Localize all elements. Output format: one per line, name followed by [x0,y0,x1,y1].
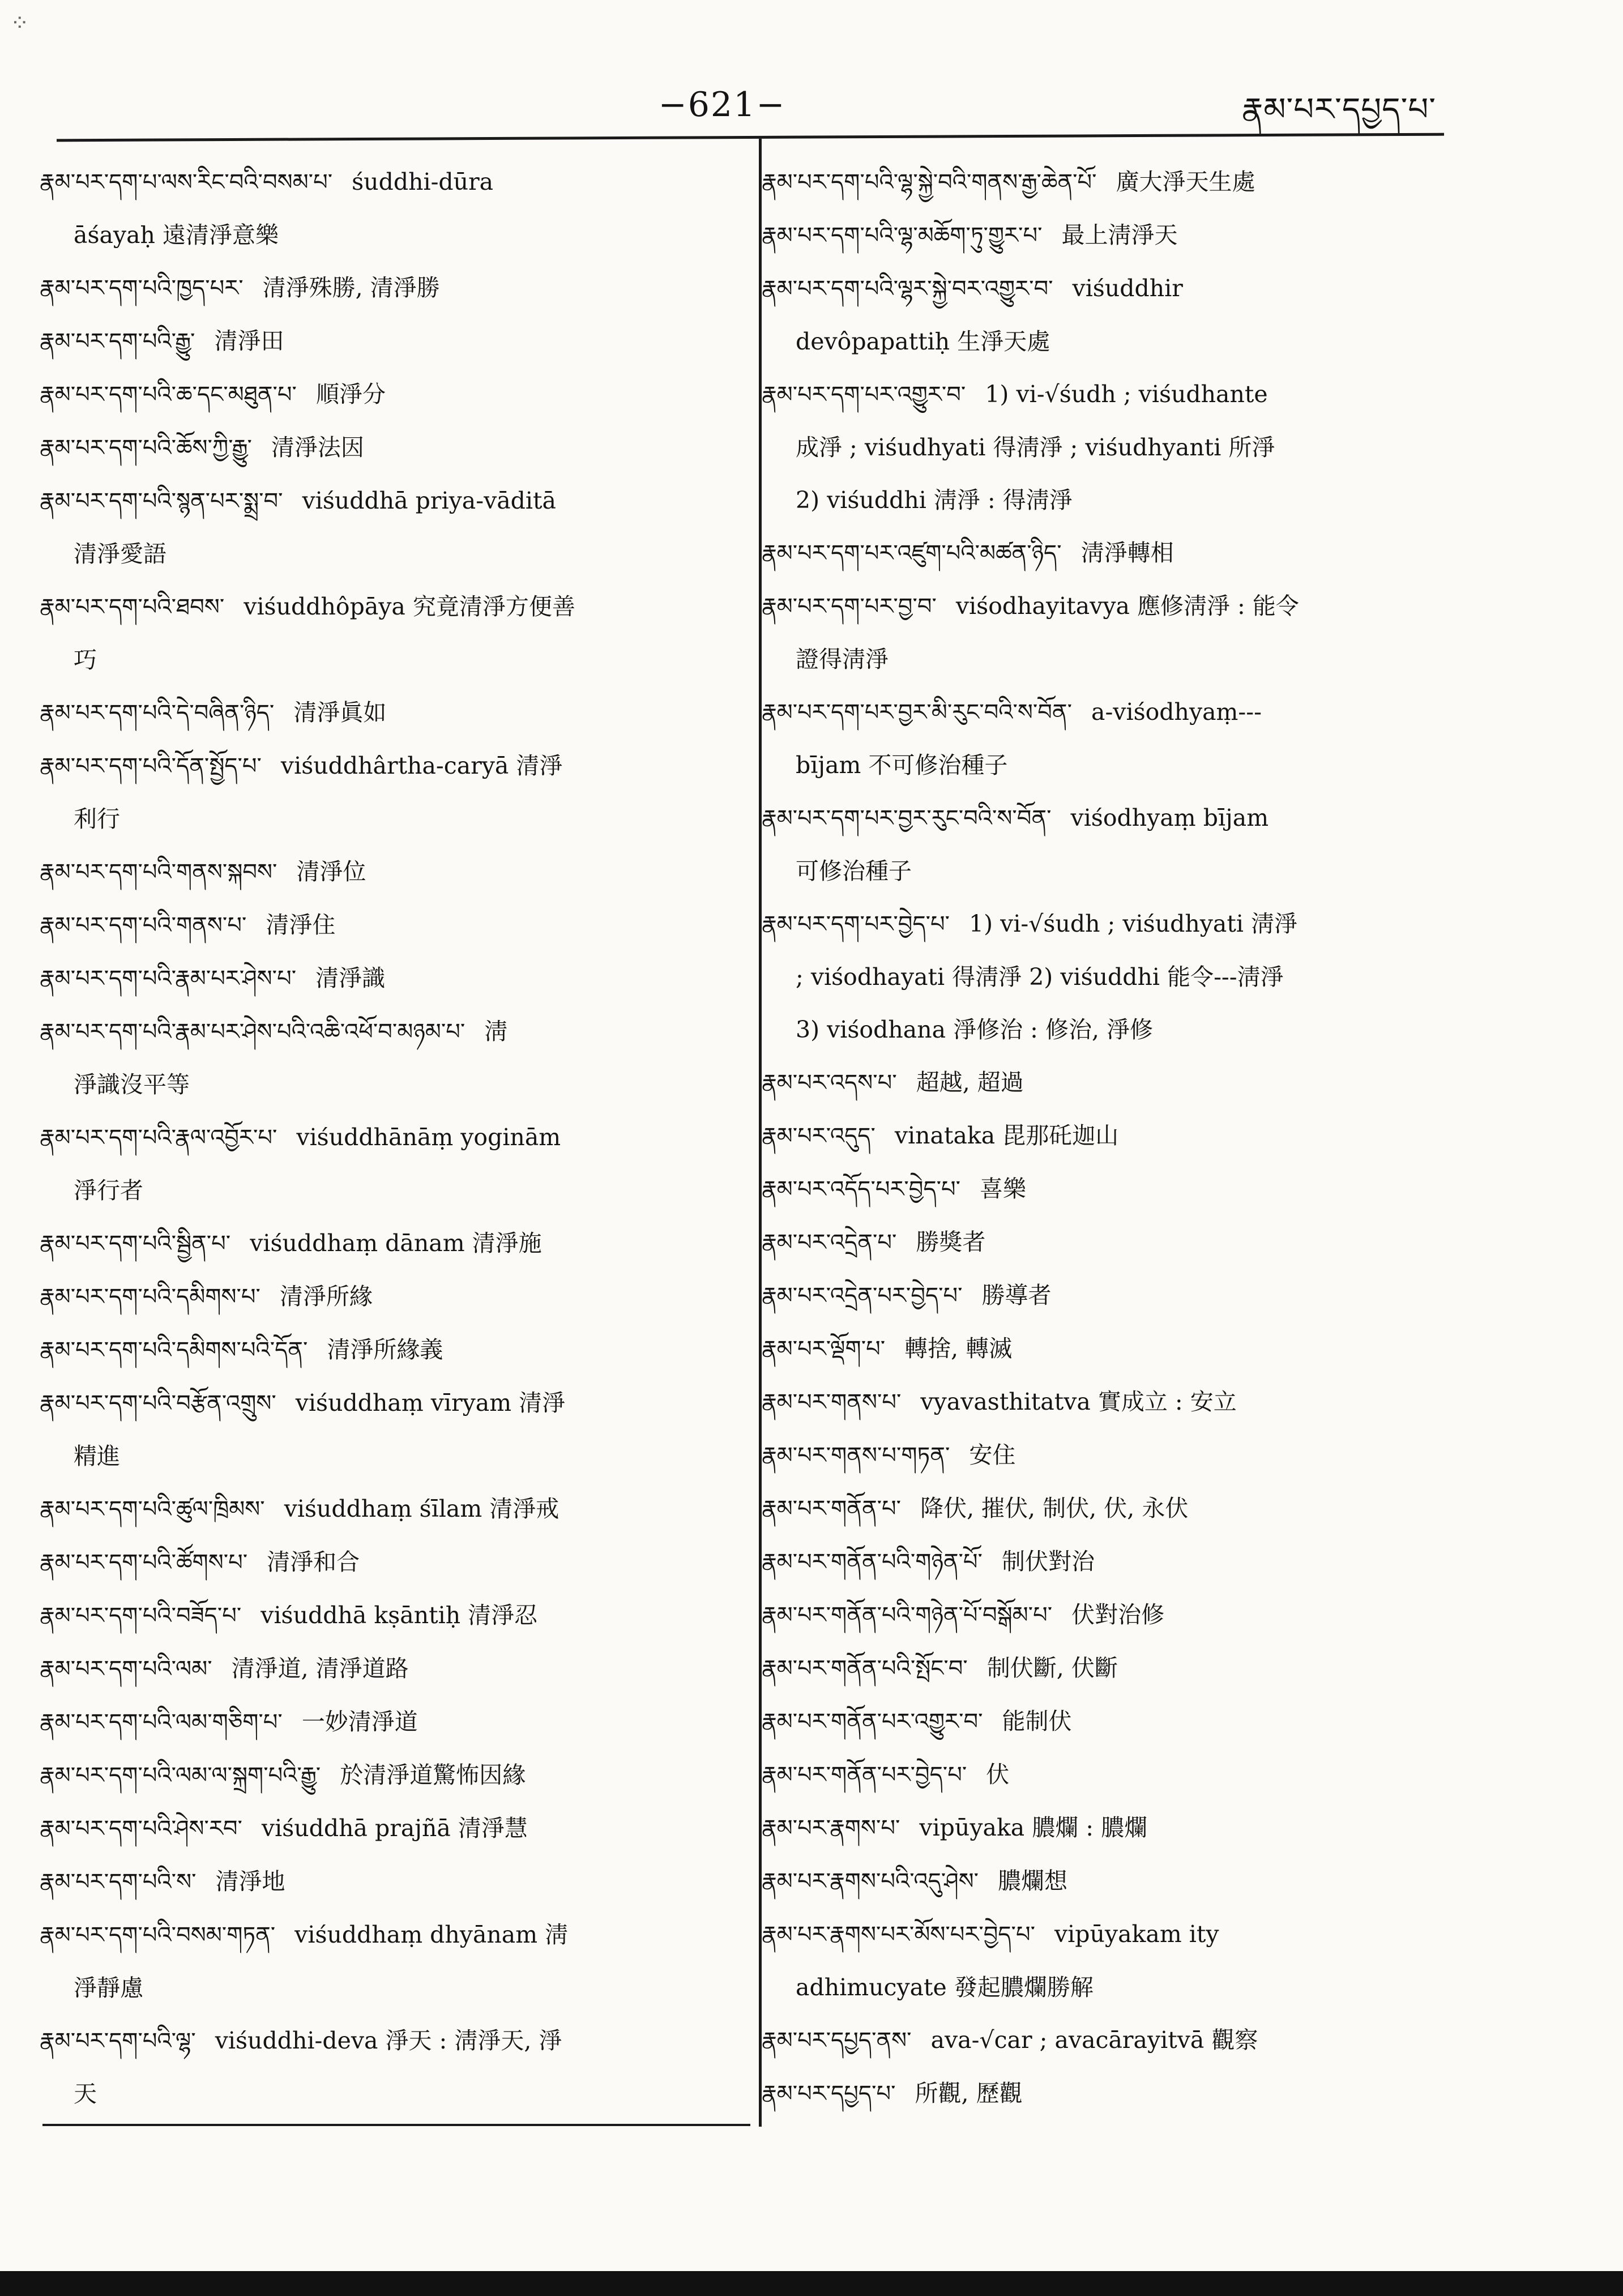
tibetan-headword: རྣམ་པར་དག་པའི་ཤེས་རབ་ [40,1816,242,1842]
entry-continuation: 利行 [74,805,120,833]
tibetan-headword: རྣམ་པར་དག་པའི་བཟོད་པ་ [40,1603,242,1629]
entry-definition: 3) viśodhana 淨修治 : 修治, 淨修 [796,1016,1154,1043]
entry-definition: 轉捨, 轉滅 [904,1335,1013,1362]
dictionary-entry [40,1111,753,1217]
tibetan-headword: རྣམ་པར་དག་པའི་ལམ་གཅིག་པ་ [40,1709,283,1735]
entry-definition: viśodhayitavya 應修淸淨 : 能令 [955,592,1299,620]
dictionary-entry [40,1855,753,1909]
dictionary-entry [40,1696,753,1749]
entry-continuation: 可修治種子 [796,857,912,885]
entry-continuation: 清淨愛語 [74,540,166,567]
entry-continuation: 成淨 ; viśudhyati 得淸淨 ; viśudhyanti 所淨 [796,434,1275,461]
dictionary-entry [40,581,753,686]
entry-definition: 制伏對治 [1001,1548,1095,1575]
entry-definition: 清淨識 [315,965,386,992]
tibetan-headword: རྣམ་པར་དག་པའི་གནས་སྐབས་ [40,859,277,885]
entry-definition: 喜樂 [980,1175,1027,1202]
dictionary-entry [762,1056,1492,1109]
dictionary-entry [40,1802,753,1855]
entry-definition: viśuddhaṃ dhyānam 淸 [294,1921,569,1948]
entry-continuation: āśayaḥ 遠清淨意樂 [74,221,279,249]
tibetan-headword: རྣམ་པར་དག་པའི་རྒྱུ་ [40,328,195,355]
dictionary-entry [762,2014,1492,2067]
entry-definition: viśuddhaṃ vīryam 清淨 [295,1389,566,1416]
dictionary-entry [762,209,1492,262]
entry-definition: 2) viśuddhi 淸淨 : 得淸淨 [796,486,1073,514]
dictionary-entry [40,262,753,315]
tibetan-headword: རྣམ་པར་དག་པའི་ལམ་ [40,1656,212,1682]
entry-continuation: devôpapattiḥ 生淨天處 [796,328,1050,355]
tibetan-headword: རྣམ་པར་དག་པའི་དམིགས་པ་ [40,1284,260,1310]
tibetan-headword: རྣམ་པར་དག་པའི་རྣམ་པར་ཤེས་པའི་འཆི་འཕོ་བ་མཉམ་པ་ [40,1019,465,1045]
tibetan-headword: རྣམ་པར་རྣགས་པའི་འདུ་ཤེས་ [762,1868,979,1894]
entry-definition: 能制伏 [1002,1708,1072,1735]
entry-definition: 清淨道, 清淨道路 [231,1655,409,1682]
tibetan-headword: རྣམ་པར་དག་པའི་ལམ་ལ་སྐྲག་པའི་རྒྱུ་ [40,1762,321,1789]
tibetan-headword: རྣམ་པར་རྣགས་པ་ [762,1815,900,1841]
footer-rule [42,2124,750,2126]
dictionary-entry [40,1270,753,1324]
entry-definition: viśuddhā priya-vāditā [302,487,556,514]
entry-continuation: adhimucyate 發起膿爛勝解 [796,1974,1094,2001]
entry-definition: viśuddhānāṃ yoginām [296,1124,561,1151]
dictionary-entry [762,1642,1492,1695]
scan-speck: ⁘ [10,10,29,36]
tibetan-headword: རྣམ་པར་གནས་པ་གཏན་ [762,1443,950,1469]
tibetan-headword: རྣམ་པར་དག་པའི་བསམ་གཏན་ [40,1922,276,1948]
entry-continuation: 證得淸淨 [796,646,889,673]
tibetan-headword: རྣམ་པར་འདུད་ [762,1123,875,1149]
tibetan-headword: རྣམ་པར་དག་པའི་ཁྱད་པར་ [40,275,244,301]
entry-definition: 伏 [986,1761,1010,1788]
dictionary-entry [762,1004,1492,1056]
entry-definition: 勝導者 [981,1282,1052,1309]
entry-definition: a-viśodhyaṃ--- [1091,698,1262,725]
dictionary-entry [40,1589,753,1642]
entry-definition: 勝獎者 [916,1228,986,1256]
entry-definition: 1) vi-√śudh ; viśudhante [985,381,1268,408]
dictionary-entry [762,1695,1492,1748]
entry-definition: 所觀, 歷觀 [915,2080,1023,2107]
dictionary-entry [762,527,1492,580]
entry-definition: 清淨法因 [271,434,364,461]
left-column [40,156,753,2120]
dictionary-entry [762,1376,1492,1429]
entry-definition: 清淨和合 [267,1548,360,1576]
entry-continuation: 淨識沒平等 [74,1071,190,1098]
tibetan-headword: རྣམ་པར་དཔྱད་ནས་ [762,2028,912,2054]
dictionary-entry [762,474,1492,527]
entry-definition: 制伏斷, 伏斷 [986,1654,1118,1682]
header-rule [57,133,1444,142]
dictionary-entry [762,1216,1492,1269]
tibetan-headword: རྣམ་པར་གནོན་པ་ [762,1496,902,1522]
entry-definition: viśodhyaṃ bījam [1070,804,1269,831]
dictionary-entry [40,475,753,581]
entry-definition: ava-√car ; avacārayitvā 觀察 [930,2026,1258,2054]
dictionary-entry [762,1322,1492,1376]
entry-definition: 淸 [484,1018,508,1045]
tibetan-headword: རྣམ་པར་དག་པར་འགྱུར་བ་ [762,382,966,408]
tibetan-headword: རྣམ་པར་གནོན་པའི་གཉེན་པོ་བསྒོམ་པ་ [762,1602,1053,1628]
entry-definition: viśuddhaṃ śīlam 清淨戒 [284,1495,559,1522]
tibetan-headword: རྣམ་པར་དག་པའི་ཐབས་ [40,594,225,620]
entry-definition: 安住 [969,1441,1016,1469]
dictionary-entry [40,315,753,368]
tibetan-headword: རྣམ་པར་འདས་པ་ [762,1070,897,1096]
dictionary-entry [40,1483,753,1536]
entry-continuation: 淨靜慮 [74,1974,143,2001]
dictionary-entry [762,1589,1492,1642]
tibetan-headword: རྣམ་པར་གནོན་པའི་སྤོང་བ་ [762,1655,968,1682]
dictionary-entry [40,952,753,1005]
entry-definition: 清淨位 [296,858,366,885]
tibetan-headword: རྣམ་པར་དག་པའི་དེ་བཞིན་ཉིད་ [40,700,275,726]
dictionary-entry [40,1642,753,1696]
tibetan-headword: རྣམ་པར་དག་པའི་ས་ [40,1869,197,1895]
tibetan-headword: རྣམ་པར་དག་པའི་ཚུལ་ཁྲིམས་ [40,1496,265,1522]
tibetan-headword: རྣམ་པར་དག་པའི་དམིགས་པའི་དོན་ [40,1337,308,1363]
tibetan-headword: རྣམ་པར་རྣགས་པར་མོས་པར་བྱེད་པ་ [762,1922,1035,1948]
dictionary-entry [762,1269,1492,1322]
tibetan-headword: རྣམ་པར་དག་པའི་ལྷ་སྐྱེ་བའི་གནས་རྒྱ་ཆེན་པོ་ [762,169,1097,195]
tibetan-headword: རྣམ་པར་གནས་པ་ [762,1389,902,1415]
tibetan-headword: རྣམ་པར་དག་པའི་སྦྱིན་པ་ [40,1231,231,1257]
running-head: རྣམ་པར་དཔྱད་པ་ [1241,91,1436,128]
entry-definition: vipūyaka 膿爛 : 膿爛 [919,1814,1148,1841]
page-number: −621− [658,85,786,125]
entry-continuation: 天 [74,2080,97,2107]
dictionary-entry [762,580,1492,686]
tibetan-headword: རྣམ་པར་དག་པའི་ཆ་དང་མཐུན་པ་ [40,382,297,408]
dictionary-entry [40,686,753,740]
tibetan-headword: རྣམ་པར་དག་པའི་རྣམ་པར་ཤེས་པ་ [40,966,297,992]
dictionary-entry [762,262,1492,368]
entry-definition: viśuddhi-deva 淨天 : 淸淨天, 淨 [215,2027,562,2054]
entry-definition: 順淨分 [315,381,386,408]
entry-definition: 清淨田 [214,327,284,355]
tibetan-headword: རྣམ་པར་གནོན་པར་བྱེད་པ་ [762,1762,967,1788]
dictionary-entry [40,740,753,846]
tibetan-headword: རྣམ་པར་དག་པའི་བརྩོན་འགྲུས་ [40,1390,276,1416]
entry-definition: viśuddhaṃ dānam 清淨施 [250,1230,542,1257]
dictionary-entry [762,1802,1492,1855]
tibetan-headword: རྣམ་པར་དཔྱད་པ་ [762,2081,896,2107]
entry-definition: 清淨住 [266,911,336,938]
tibetan-headword: རྣམ་པར་ལྡོག་པ་ [762,1336,886,1362]
entry-definition: 清淨所緣 [279,1283,373,1310]
tibetan-headword: རྣམ་པར་དག་པའི་དོན་སྤྱོད་པ་ [40,753,262,779]
tibetan-headword: རྣམ་པར་གནོན་པའི་གཉེན་པོ་ [762,1549,983,1575]
entry-definition: 最上淸淨天 [1061,221,1178,249]
entry-definition: 清淨所緣義 [327,1336,443,1363]
right-column [762,156,1492,2120]
entry-definition: vinataka 毘那矺迦山 [894,1122,1119,1149]
tibetan-headword: རྣམ་པར་དག་པར་བྱར་མི་རུང་བའི་ས་བོན་ [762,699,1072,725]
entry-definition: śuddhi-dūra [352,168,494,195]
entry-continuation: 淨行者 [74,1177,143,1204]
entry-definition: viśuddhôpāya 究竟清淨方便善 [244,593,575,620]
entry-definition: 降伏, 摧伏, 制伏, 伏, 永伏 [920,1495,1189,1522]
tibetan-headword: རྣམ་པར་འདོད་པར་བྱེད་པ་ [762,1176,961,1202]
entry-continuation: 精進 [74,1443,120,1470]
tibetan-headword: རྣམ་པར་དག་པར་བྱེད་པ་ [762,911,950,937]
tibetan-headword: རྣམ་པར་དག་པར་བྱ་བ་ [762,594,937,620]
entry-definition: 清淨殊勝, 清淨勝 [262,274,440,301]
tibetan-headword: རྣམ་པར་དག་པར་བྱར་རུང་བའི་ས་བོན་ [762,805,1052,831]
entry-continuation: bījam 不可修治種子 [796,752,1008,779]
dictionary-entry [40,846,753,899]
tibetan-headword: རྣམ་པར་དག་པར་འཛུག་པའི་མཚན་ཉིད་ [762,540,1062,566]
dictionary-entry [762,368,1492,474]
tibetan-headword: རྣམ་པར་དག་པའི་ཆོས་ཀྱི་རྒྱུ་ [40,435,252,461]
entry-definition: vyavasthitatva 實成立 : 安立 [920,1388,1237,1415]
scan-edge-band [0,2271,1623,2296]
tibetan-headword: རྣམ་པར་དག་པའི་སྙན་པར་སྨྲ་བ་ [40,488,283,514]
dictionary-entry [762,1908,1492,2014]
dictionary-entry [40,1377,753,1483]
tibetan-headword: རྣམ་པར་དག་པ་ལས་རིང་བའི་བསམ་པ་ [40,169,333,195]
dictionary-entry [762,1163,1492,1216]
entry-definition: viśuddhârtha-caryā 清淨 [280,752,563,779]
dictionary-entry [762,1429,1492,1482]
tibetan-headword: རྣམ་པར་དག་པའི་གནས་པ་ [40,912,247,938]
entry-definition: viśuddhā prajñā 清淨慧 [261,1815,528,1842]
entry-definition: 膿爛想 [998,1867,1068,1894]
tibetan-headword: རྣམ་པར་འདྲེན་པ་ [762,1230,897,1256]
dictionary-entry [762,1855,1492,1908]
entry-continuation: ; viśodhayati 得淸淨 2) viśuddhi 能令---淸淨 [796,963,1284,991]
dictionary-entry [40,1217,753,1270]
dictionary-entry [40,1536,753,1589]
dictionary-entry [40,156,753,262]
tibetan-headword: རྣམ་པར་འདྲེན་པར་བྱེད་པ་ [762,1283,963,1309]
dictionary-entry [762,1535,1492,1589]
entry-definition: 於清淨道驚怖因緣 [340,1761,526,1789]
dictionary-entry [762,1482,1492,1535]
entry-definition: viśuddhā kṣāntiḥ 清淨忍 [260,1602,538,1629]
tibetan-headword: རྣམ་པར་གནོན་པར་འགྱུར་བ་ [762,1709,983,1735]
dictionary-entry [762,686,1492,792]
entry-definition: 清淨地 [215,1868,285,1895]
dictionary-entry [40,1749,753,1802]
entry-definition: 淸淨轉相 [1080,539,1174,566]
entry-definition: vipūyakam ity [1054,1921,1219,1948]
entry-continuation: 巧 [74,646,97,673]
entry-definition: 廣大淨天生處 [1116,168,1255,195]
entry-definition: 清淨眞如 [293,699,387,726]
dictionary-entry [762,1748,1492,1802]
tibetan-headword: རྣམ་པར་དག་པའི་ལྷར་སྐྱེ་བར་འགྱུར་བ་ [762,276,1053,302]
tibetan-headword: རྣམ་པར་དག་པའི་ཚོགས་པ་ [40,1550,248,1576]
dictionary-entry [40,1324,753,1377]
tibetan-headword: རྣམ་པར་དག་པའི་ལྷ་ [40,2028,196,2054]
dictionary-entry [40,1005,753,1111]
dictionary-entry [762,792,1492,898]
dictionary-entry [40,421,753,475]
tibetan-headword: རྣམ་པར་དག་པའི་རྣལ་འབྱོར་པ་ [40,1125,277,1151]
dictionary-entry [762,1109,1492,1163]
entry-definition: 伏對治修 [1071,1601,1165,1628]
entry-definition: 1) vi-√śudh ; viśudhyati 淸淨 [969,910,1297,937]
dictionary-entry [40,1909,753,2015]
entry-definition: viśuddhir [1072,275,1183,302]
entry-definition: 超越, 超過 [916,1069,1024,1096]
dictionary-entry [40,368,753,421]
dictionary-entry [40,899,753,952]
entry-definition: 一妙清淨道 [301,1708,418,1735]
dictionary-entry [40,2015,753,2120]
dictionary-entry [762,2067,1492,2120]
tibetan-headword: རྣམ་པར་དག་པའི་ལྷ་མཆོག་ཏུ་གྱུར་པ་ [762,223,1043,249]
dictionary-entry [762,156,1492,209]
dictionary-entry [762,898,1492,1004]
